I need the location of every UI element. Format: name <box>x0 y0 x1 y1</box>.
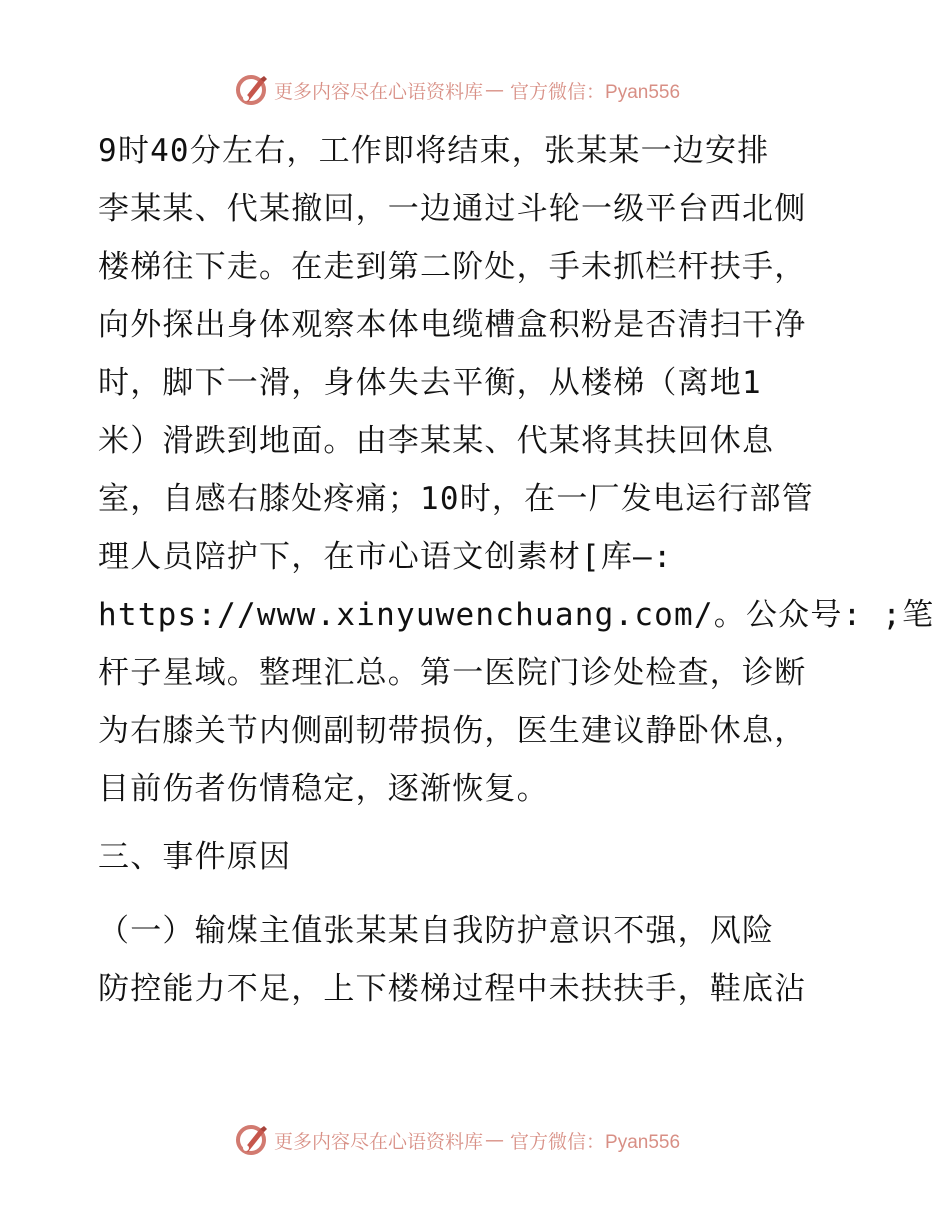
text-line: 李某某、代某撤回，一边通过斗轮一级平台西北侧 <box>98 191 807 227</box>
text-line: 时，脚下一滑，身体失去平衡，从楼梯（离地1 <box>98 365 762 401</box>
watermark-text: 更多内容尽在心语资料库 <box>274 80 484 103</box>
paragraph-incident <box>98 122 935 818</box>
text-line: （一）输煤主值张某某自我防护意识不强，风险 <box>98 913 775 949</box>
document-body <box>98 122 935 1018</box>
text-line: 理人员陪护下，在市心语文创素材[库—: <box>98 539 673 575</box>
watermark-footer <box>234 1120 680 1160</box>
watermark-text: 更多内容尽在心语资料库 <box>274 1130 484 1153</box>
text-line: 楼梯往下走。在走到第二阶处，手未抓栏杆扶手， <box>98 249 807 285</box>
section-heading: 三、事件原因 <box>98 839 292 875</box>
text-line: 向外探出身体观察本体电缆槽盒积粉是否清扫干净 <box>98 307 807 343</box>
text-line: 目前伤者伤情稳定，逐渐恢复。 <box>98 771 549 807</box>
watermark-separator: — <box>485 1129 505 1151</box>
watermark-header <box>234 70 680 110</box>
text-line: 杆子星域。整理汇总。第一医院门诊处检查，诊断 <box>98 655 807 691</box>
pen-logo-icon <box>234 72 270 108</box>
text-line: 为右膝关节内侧副韧带损伤，医生建议静卧休息， <box>98 713 807 749</box>
text-line: 防控能力不足，上下楼梯过程中未扶扶手，鞋底沾 <box>98 971 807 1007</box>
paragraph-cause <box>98 902 858 1018</box>
watermark-separator: — <box>485 79 505 101</box>
pen-logo-icon <box>234 1122 270 1158</box>
watermark-contact: 官方微信：Pyan556 <box>510 1131 681 1153</box>
text-line-url: https://www.xinyuwenchuang.com/。公众号: ;笔 <box>98 597 935 633</box>
text-line: 室，自感右膝处疼痛；10时，在一厂发电运行部管 <box>98 481 814 517</box>
watermark-contact: 官方微信：Pyan556 <box>510 81 681 103</box>
text-line: 米）滑跌到地面。由李某某、代某将其扶回休息 <box>98 423 775 459</box>
text-line: 9时40分左右，工作即将结束，张某某一边安排 <box>98 133 770 169</box>
